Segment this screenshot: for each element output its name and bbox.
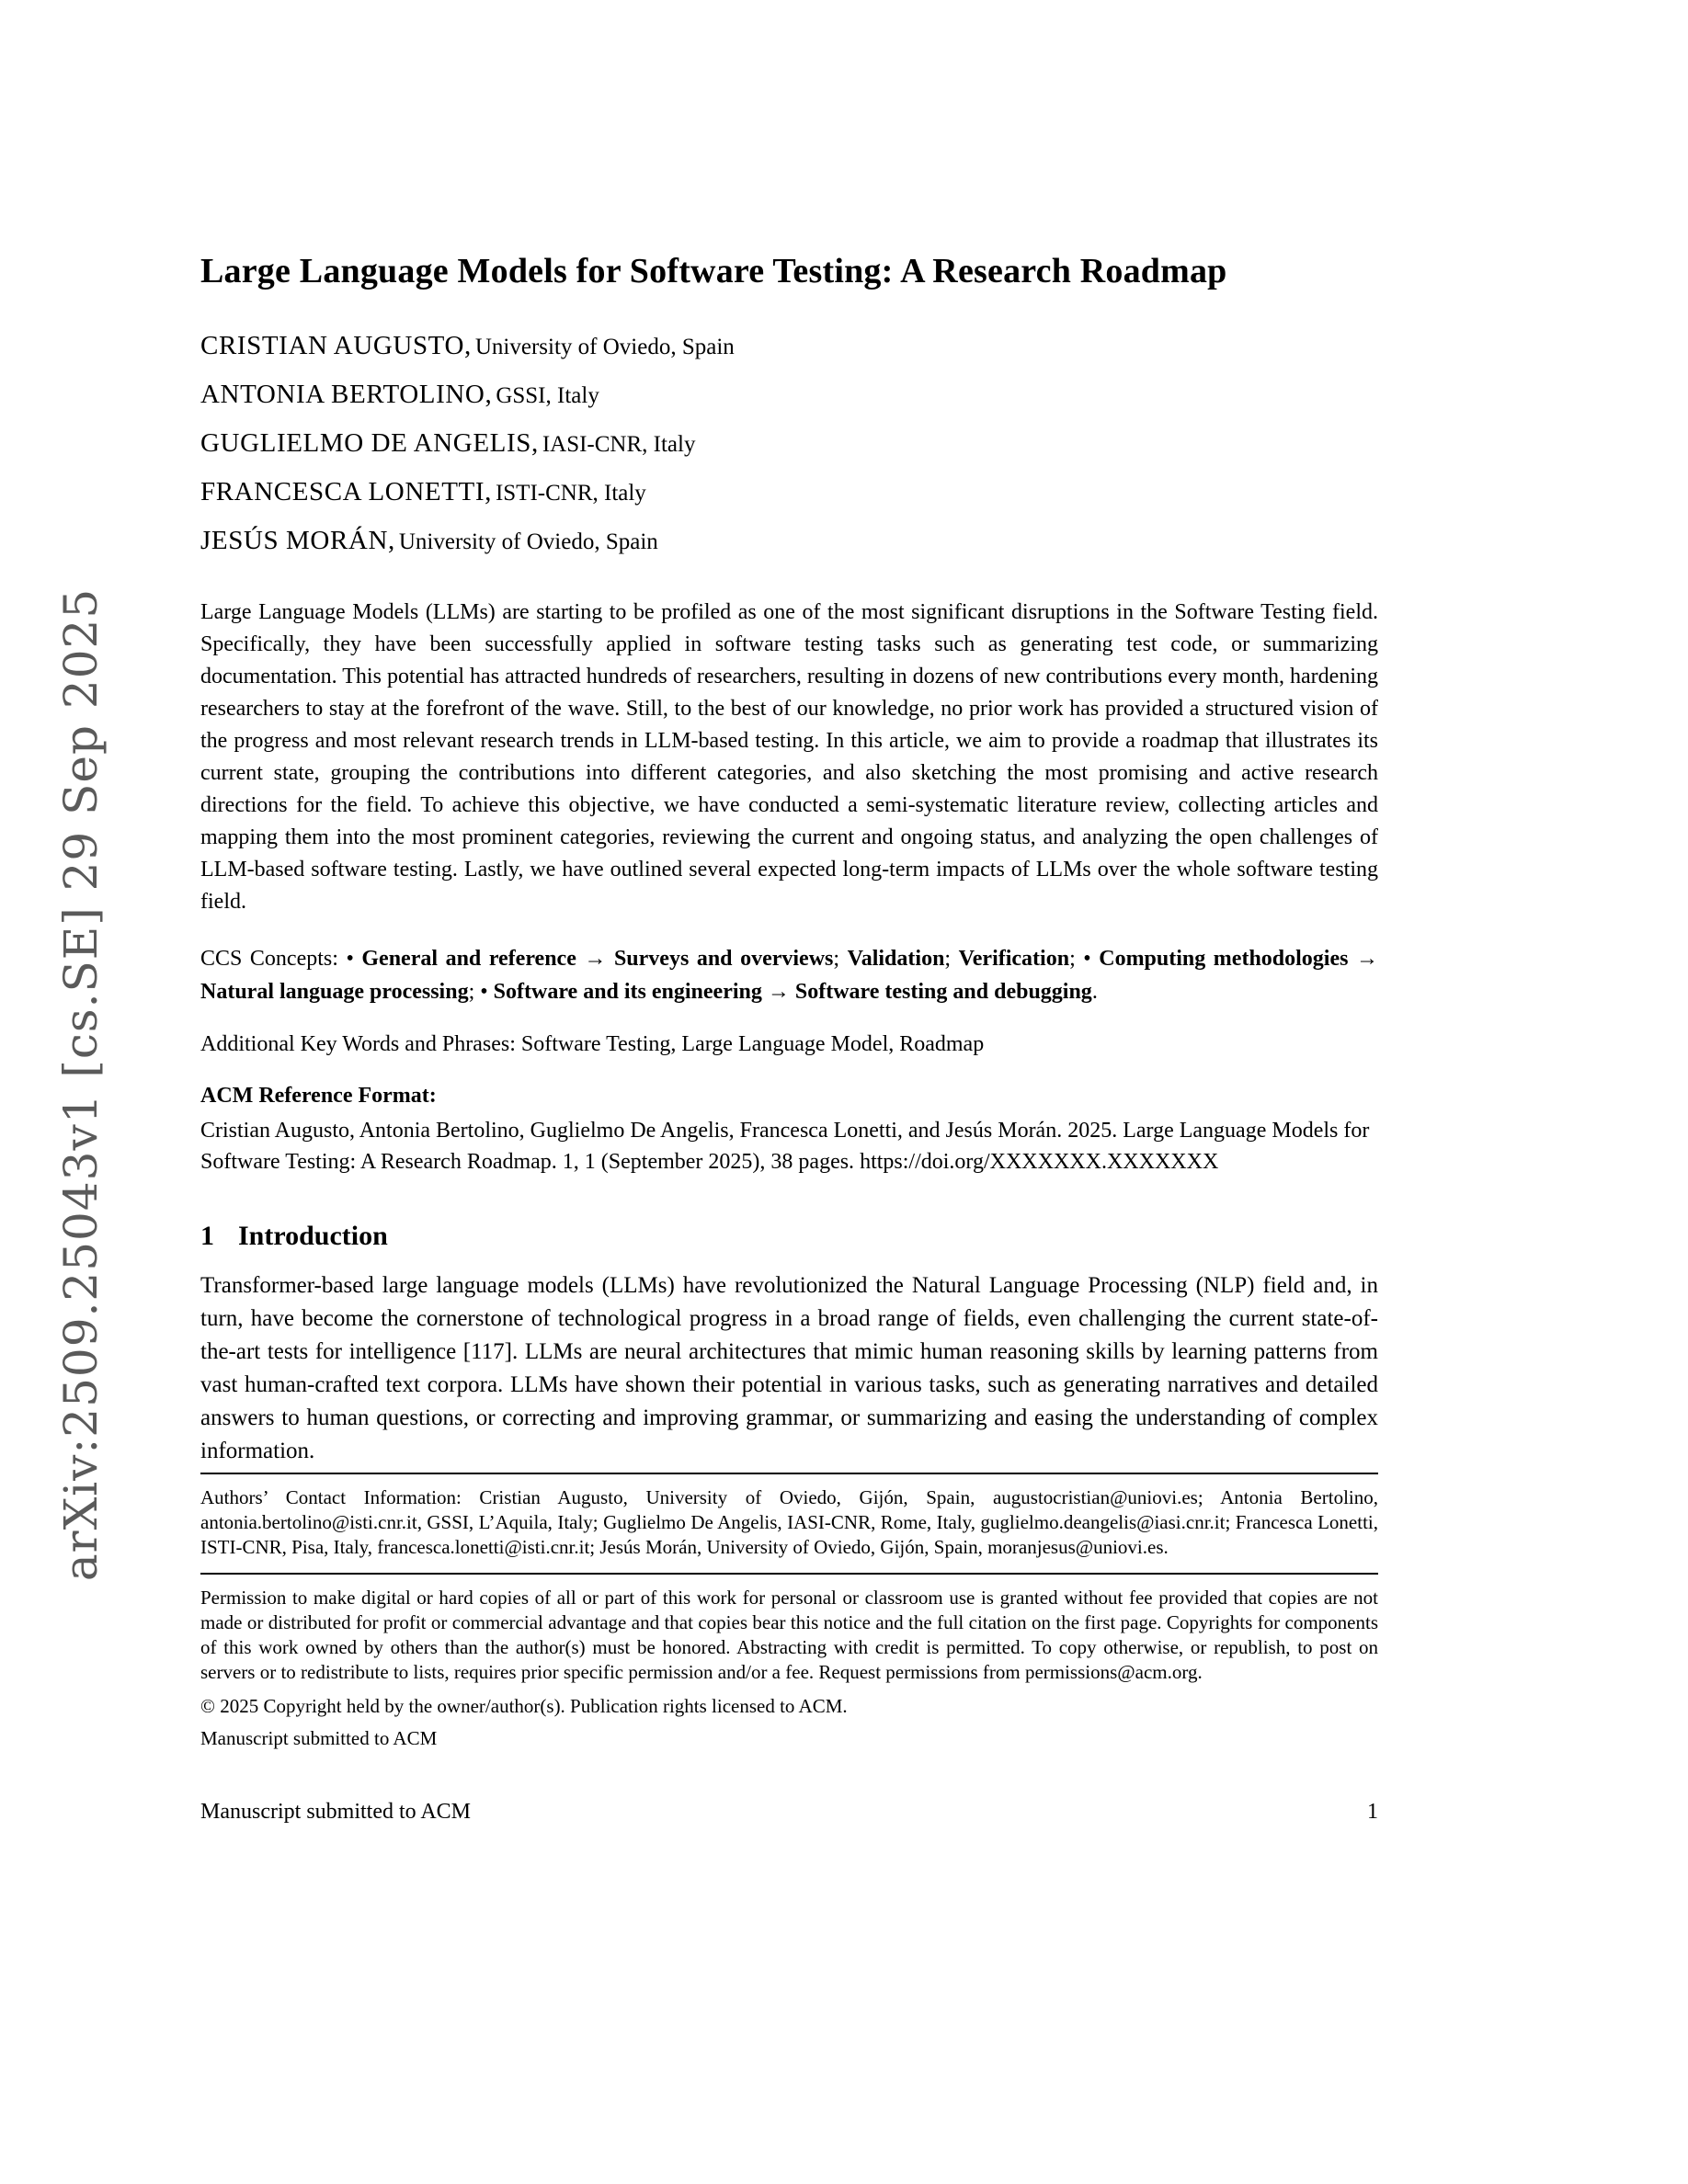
abstract-text: Large Language Models (LLMs) are starting to be profiled as one of the most significant disruptions in the Software Testing field. Specifically, they have been successfully applied in software testing tasks such as generating test code, or summarizing documentation. This potential has attracted hundreds of researchers, resulting in dozens of new contributions every month, hardening researchers to stay at the forefront of the wave. Still, to the best of our knowledge, no prior work has provided a structured vision of the progress and most relevant research trends in LLM-based testing. In this article, we aim to provide a roadmap that illustrates its current state, grouping the contributions into different categories, and also sketching the most promising and active research directions for the field. To achieve this objective, we have conducted a semi-systematic literature review, collecting articles and mapping them into the most prominent categories, reviewing the current and ongoing status, and analyzing the open challenges of LLM-based software testing. Lastly, we have outlined several expected long-term impacts of LLMs over the whole software testing field. — [200, 600, 1378, 914]
author-list — [200, 324, 1378, 567]
footer-manuscript-note: Manuscript submitted to ACM — [200, 1800, 471, 1824]
author-name: GUGLIELMO DE ANGELIS, — [200, 428, 539, 458]
ccs-segment: Natural language processing — [200, 980, 469, 1004]
introduction-paragraph: Transformer-based large language models (LLMs) have revolutionized the Natural Language Processing (NLP) field and, in turn, have become the cornerstone of technological progress in a broad range of fields, even challenging the current state-of-the-art tests for intelligence [117]. LLMs are neural architectures that mimic human reasoning skills by learning patterns from vast human-crafted text corpora. LLMs have shown their potential in various tasks, such as generating narratives and detailed answers to human questions, or correcting and improving grammar, or summarizing and easing the understanding of complex information. — [200, 1273, 1378, 1463]
footnote-block — [200, 1473, 1378, 1751]
section-number: 1 — [200, 1221, 214, 1251]
ccs-segment: Computing methodologies — [1099, 947, 1349, 971]
authors-contact-note: Authors’ Contact Information: Cristian Augusto, University of Oviedo, Gijón, Spain, augustocristian@uniovi.es; Antonia Bertolino, antonia.bertolino@isti.cnr.it, GSSI, L’Aquila, Italy; Guglielmo De Angelis, IASI-CNR, Rome, Italy, guglielmo.deangelis@iasi.cnr.it; Francesca Lonetti, ISTI-CNR, Pisa, Italy, francesca.lonetti@isti.cnr.it; Jesús Morán, University of Oviedo, Gijón, Spain, moranjesus@uniovi.es. — [200, 1486, 1378, 1558]
permission-notice: Permission to make digital or hard copies of all or part of this work for personal or classroom use is granted without fee provided that copies are not made or distributed for profit or commercial advantage and that copies bear this notice and the full citation on the first page. Copyrights for components of this work owned by others than the author(s) must be honored. Abstracting with credit is permitted. To copy otherwise, or republish, to post on servers or to redistribute to lists, requires prior specific permission and/or a fee. Request permissions from permissions@acm.org. — [200, 1587, 1378, 1683]
paper-title: Large Language Models for Software Testing: A Research Roadmap — [200, 252, 1227, 290]
keywords: Additional Key Words and Phrases: Software Testing, Large Language Model, Roadmap — [200, 1032, 985, 1056]
author-line — [200, 470, 1378, 518]
author-affiliation: University of Oviedo, Spain — [398, 529, 658, 554]
page-number: 1 — [1367, 1800, 1378, 1824]
page-footer — [200, 1798, 1378, 1826]
author-line — [200, 324, 1378, 372]
paper-content — [200, 250, 1378, 1468]
arxiv-watermark: arXiv:2509.25043v1 [cs.SE] 29 Sep 2025 — [54, 587, 108, 1582]
ccs-segment: Surveys and overviews — [613, 947, 834, 971]
acm-reference-citation: Cristian Augusto, Antonia Bertolino, Guglielmo De Angelis, Francesca Lonetti, and Jesús Morán. 2025. Large Language Models for Software Testing: A Research Roadmap. 1, 1 (September 2025), 38 pages. — [200, 1119, 1370, 1174]
footnote-divider — [200, 1473, 1378, 1474]
author-affiliation: IASI-CNR, Italy — [542, 432, 696, 457]
author-name: FRANCESCA LONETTI, — [200, 477, 492, 506]
ccs-segment: → — [761, 980, 795, 1004]
author-name: CRISTIAN AUGUSTO, — [200, 331, 472, 360]
acm-reference-heading: ACM Reference Format: — [200, 1084, 437, 1108]
ccs-segment: ; • — [468, 980, 494, 1004]
section-heading — [200, 1220, 1378, 1253]
author-affiliation: ISTI-CNR, Italy — [495, 481, 646, 506]
section-title: Introduction — [238, 1221, 388, 1251]
ccs-segment: Software testing and debugging — [794, 980, 1092, 1004]
author-line — [200, 421, 1378, 470]
copyright-notice: © 2025 Copyright held by the owner/author(s). Publication rights licensed to ACM. — [200, 1695, 848, 1717]
ccs-segment: ; — [944, 947, 959, 971]
ccs-segment: General and reference — [361, 947, 576, 971]
ccs-segment: CCS Concepts: • — [200, 947, 362, 971]
author-affiliation: University of Oviedo, Spain — [474, 335, 735, 359]
author-line — [200, 518, 1378, 567]
ccs-concepts — [200, 942, 1378, 1008]
author-affiliation: GSSI, Italy — [496, 383, 599, 408]
permission-divider — [200, 1573, 1378, 1575]
author-line — [200, 372, 1378, 421]
acm-reference-text — [200, 1115, 1378, 1177]
ccs-segment: ; • — [1069, 947, 1100, 971]
author-name: JESÚS MORÁN, — [200, 526, 395, 555]
doi-link[interactable]: https://doi.org/XXXXXXX.XXXXXXX — [860, 1150, 1219, 1174]
ccs-segment: Verification — [958, 947, 1070, 971]
author-name: ANTONIA BERTOLINO, — [200, 380, 493, 409]
manuscript-note: Manuscript submitted to ACM — [200, 1727, 438, 1749]
ccs-segment: Validation — [847, 947, 945, 971]
ccs-segment: → — [576, 947, 614, 971]
ccs-segment: Software and its engineering — [493, 980, 762, 1004]
ccs-segment: . — [1091, 980, 1098, 1004]
ccs-segment: → — [1348, 947, 1379, 971]
ccs-segment: ; — [833, 947, 848, 971]
